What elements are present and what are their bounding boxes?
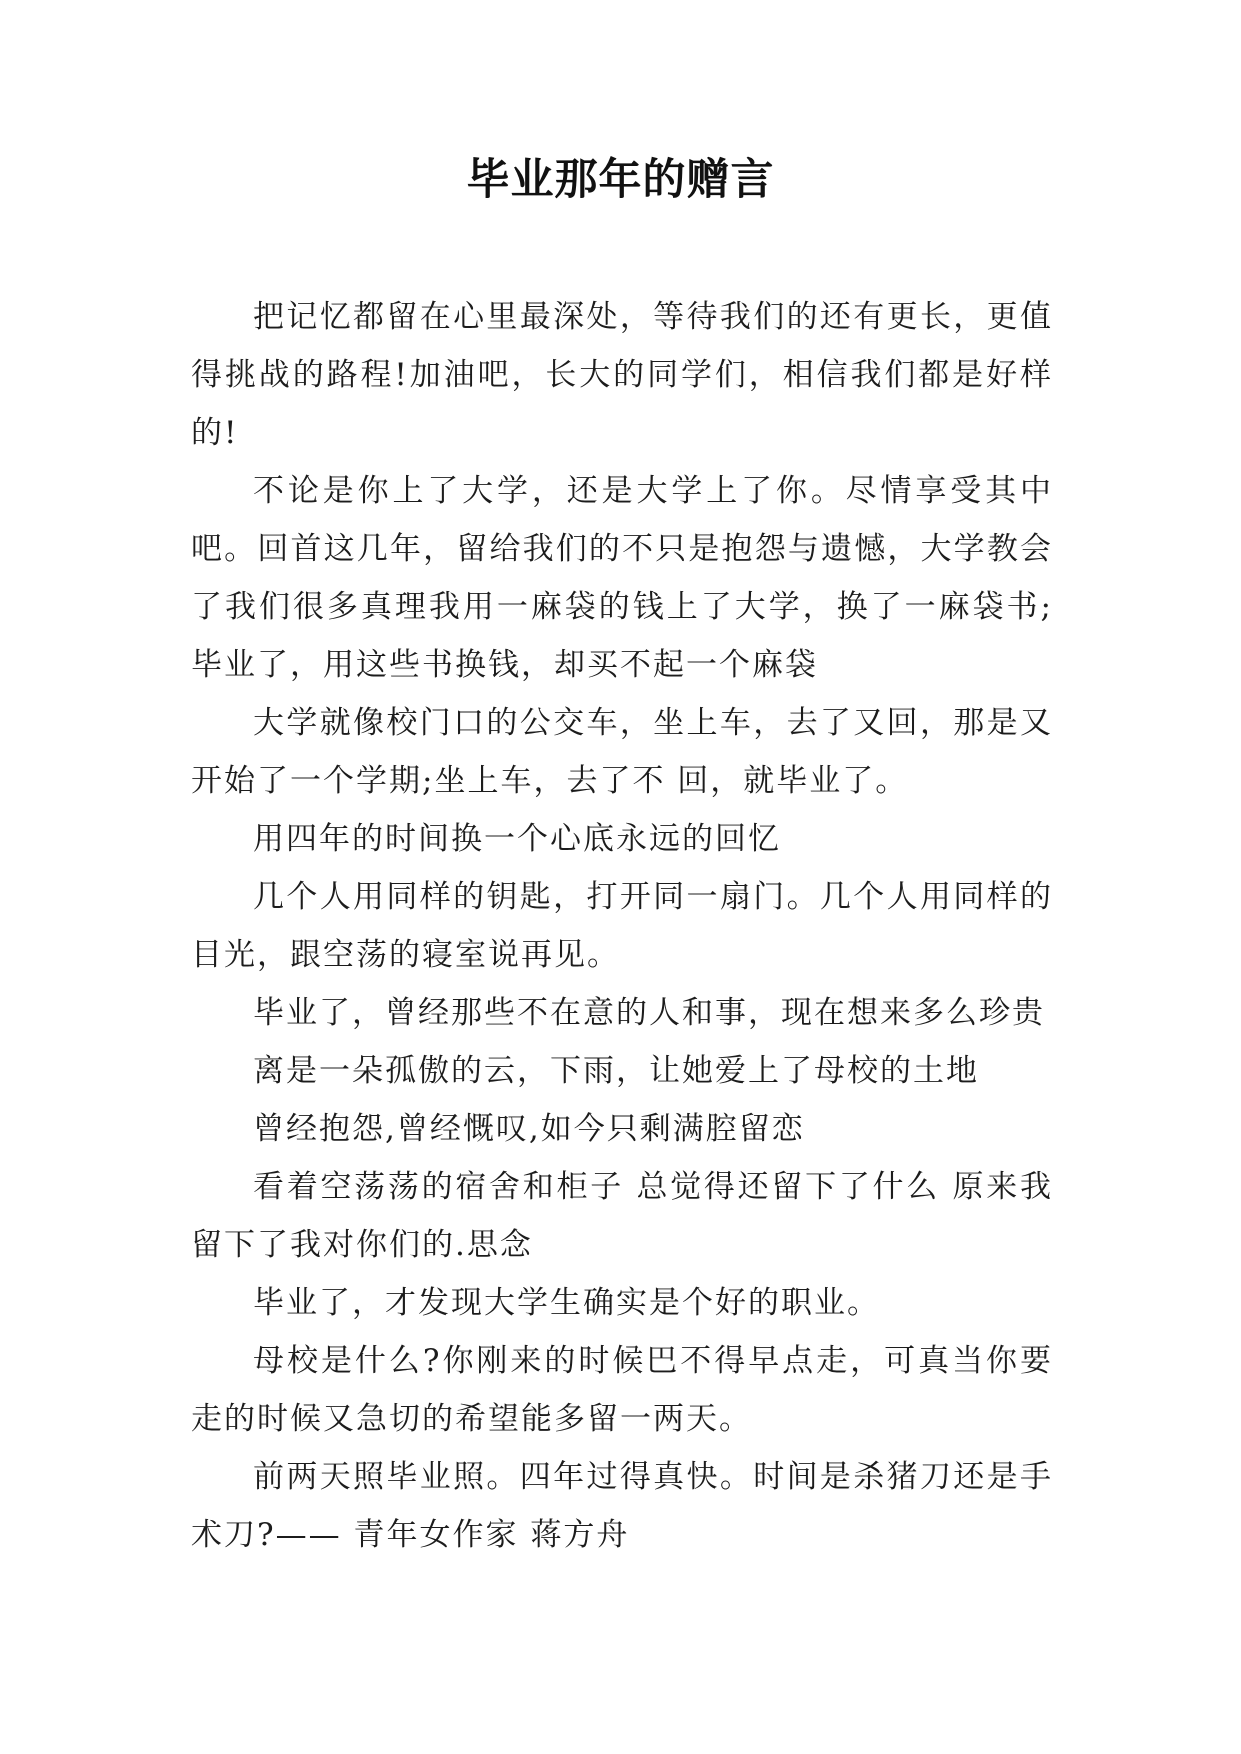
paragraph: 大学就像校门口的公交车，坐上车，去了又回，那是又开始了一个学期;坐上车，去了不 回，就毕业了。 xyxy=(191,705,1053,799)
document-body xyxy=(191,288,1053,1564)
document-title: 毕业那年的赠言 xyxy=(466,155,775,205)
paragraph: 几个人用同样的钥匙，打开同一扇门。几个人用同样的目光，跟空荡的寝室说再见。 xyxy=(191,879,1053,973)
paragraph: 把记忆都留在心里最深处，等待我们的还有更长，更值得挑战的路程!加油吧，长大的同学们，相信我们都是好样的! xyxy=(191,299,1053,451)
paragraph: 前两天照毕业照。四年过得真快。时间是杀猪刀还是手术刀?—— 青年女作家 蒋方舟 xyxy=(191,1459,1053,1553)
paragraph: 用四年的时间换一个心底永远的回忆 xyxy=(253,821,781,857)
paragraph: 母校是什么?你刚来的时候巴不得早点走，可真当你要走的时候又急切的希望能多留一两天。 xyxy=(191,1343,1053,1437)
paragraph: 不论是你上了大学，还是大学上了你。尽情享受其中吧。回首这几年，留给我们的不只是抱怨与遗憾，大学教会了我们很多真理我用一麻袋的钱上了大学，换了一麻袋书;毕业了，用这些书换钱，却买不起一个麻袋 xyxy=(191,473,1053,683)
paragraph: 毕业了，才发现大学生确实是个好的职业。 xyxy=(253,1285,880,1321)
paragraph: 看着空荡荡的宿舍和柜子 总觉得还留下了什么 原来我留下了我对你们的.思念 xyxy=(191,1169,1053,1263)
paragraph: 毕业了，曾经那些不在意的人和事，现在想来多么珍贵 xyxy=(253,995,1045,1031)
paragraph: 曾经抱怨,曾经慨叹,如今只剩满腔留恋 xyxy=(253,1111,805,1147)
paragraph: 离是一朵孤傲的云，下雨，让她爱上了母校的土地 xyxy=(253,1053,979,1089)
